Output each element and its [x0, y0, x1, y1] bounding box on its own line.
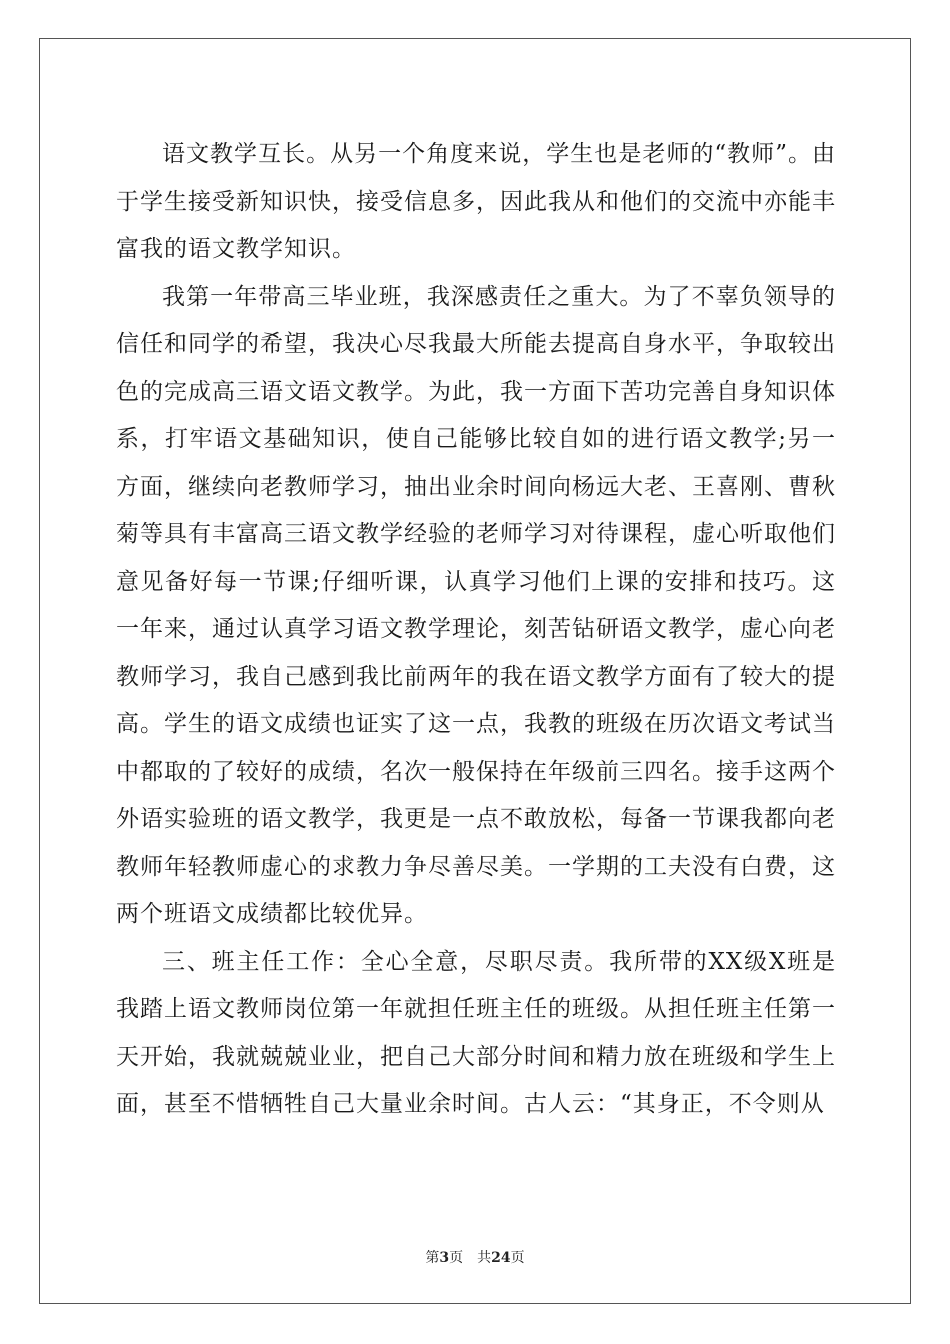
footer-total-suffix: 页 [510, 1250, 525, 1266]
footer-page-suffix: 页 [449, 1250, 464, 1266]
footer-total-prefix: 共 [477, 1250, 492, 1266]
paragraph-3: 三、班主任工作：全心全意，尽职尽责。我所带的XX级X班是我踏上语文教师岗位第一年就担任班主任的班级。从担任班主任第一天开始，我就兢兢业业，把自己大部分时间和精力放在班级和学生上面，甚至不惜牺牲自己大量业余时间。古人云：“其身正，不令则从 [116, 948, 836, 1117]
paragraph-1: 语文教学互长。从另一个角度来说，学生也是老师的“教师”。由于学生接受新知识快，接受信息多，因此我从和他们的交流中亦能丰富我的语文教学知识。 [116, 141, 836, 262]
current-page-number: 3 [439, 1250, 450, 1266]
paragraph-2: 我第一年带高三毕业班，我深感责任之重大。为了不辜负领导的信任和同学的希望，我决心尽我最大所能去提高自身水平，争取较出色的完成高三语文语文教学。为此，我一方面下苦功完善自身知识体系，打牢语文基础知识，使自己能够比较自如的进行语文教学;另一方面，继续向老教师学习，抽出业余时间向杨远大老、王喜刚、曹秋菊等具有丰富高三语文教学经验的老师学习对待课程，虚心听取他们意见备好每一节课;仔细听课，认真学习他们上课的安排和技巧。这一年来，通过认真学习语文教学理论，刻苦钻研语文教学，虚心向老教师学习，我自己感到我比前两年的我在语文教学方面有了较大的提高。学生的语文成绩也证实了这一点，我教的班级在历次语文考试当中都取的了较好的成绩，名次一般保持在年级前三四名。接手这两个外语实验班的语文教学，我更是一点不敢放松，每备一节课我都向老教师年轻教师虚心的求教力争尽善尽美。一学期的工夫没有白费，这两个班语文成绩都比较优异。 [116, 283, 836, 927]
footer-prefix: 第 [425, 1250, 440, 1266]
document-body [116, 131, 836, 1129]
total-pages-number: 24 [491, 1250, 511, 1266]
page-footer [0, 1247, 950, 1267]
